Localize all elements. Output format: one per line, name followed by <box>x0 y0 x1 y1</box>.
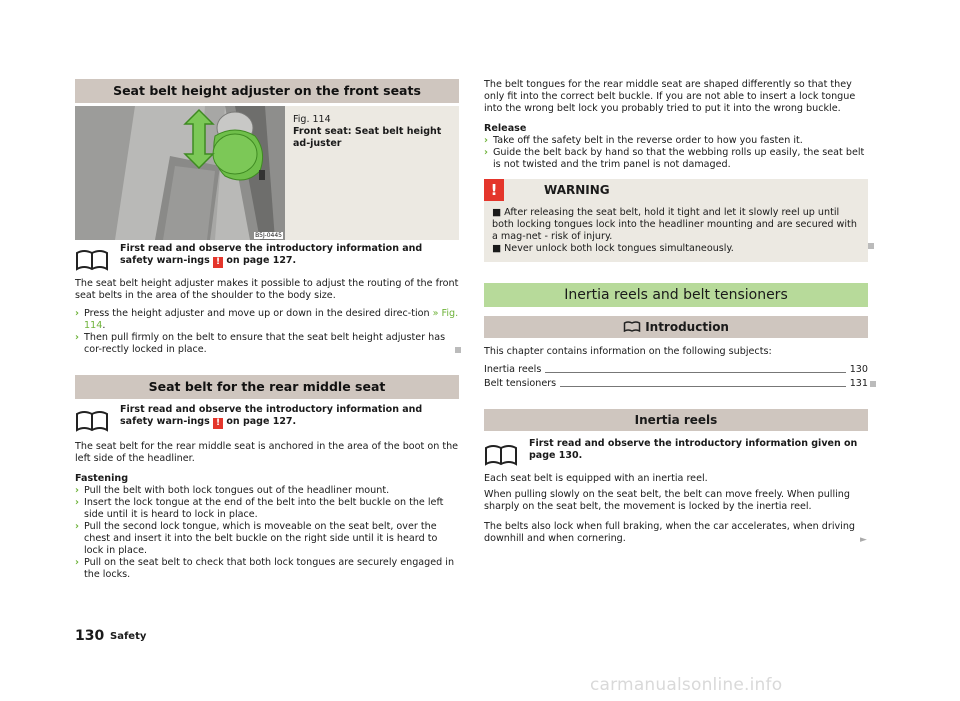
warning-item: ■ After releasing the seat belt, hold it tight and let it slowly reel up until both locking tongues lock into the headliner mounting and are secured with a mag-net - risk of injury. <box>492 207 857 242</box>
warning-item: ■ Never unlock both lock tongues simultaneously. <box>492 243 734 254</box>
continue-arrow-icon: ► <box>860 535 867 545</box>
figure-caption <box>293 114 453 150</box>
warning-label: WARNING <box>544 183 610 197</box>
list-item: › Then pull firmly on the belt to ensure that the seat belt height adjuster has cor-rectly locked in place. <box>75 332 446 355</box>
toc-page[interactable]: 131 <box>846 377 868 391</box>
warning-box <box>484 179 868 262</box>
warning-icon: ! <box>484 179 504 201</box>
figure-114 <box>75 106 459 240</box>
book-icon <box>623 320 641 332</box>
warning-icon: ! <box>213 418 223 429</box>
list-item: › Guide the belt back by hand so that the webbing rolls up easily, the seat belt is not twisted and the trim panel is not damaged. <box>484 147 865 170</box>
figure-link[interactable]: » Fig. 114 <box>84 308 459 331</box>
bullet-arrow-icon: › <box>75 485 79 496</box>
footer-section: Safety <box>110 631 147 642</box>
section-end-marker <box>870 381 876 387</box>
toc-label[interactable]: Inertia reels <box>484 363 545 377</box>
list-item: › Take off the safety belt in the reverse order to how you fasten it. <box>484 135 803 146</box>
toc-page[interactable]: 130 <box>846 363 868 377</box>
list-item: › Press the height adjuster and move up or down in the desired direc-tion » Fig. 114. <box>75 308 459 331</box>
bullet-arrow-icon: › <box>75 521 79 532</box>
list-item: › Pull the second lock tongue, which is moveable on the seat belt, over the chest and insert it into the belt buckle on the right side until it is heard to lock in place. <box>75 521 438 556</box>
figure-title: Front seat: Seat belt height ad-juster <box>293 126 442 149</box>
bullet-arrow-icon: › <box>75 557 79 568</box>
fastening-heading: Fastening <box>75 473 129 484</box>
read-first-note-2: First read and observe the introductory information and safety warn-ings ! on page 127. <box>75 404 459 438</box>
bullet-arrow-icon: › <box>484 147 488 158</box>
bullet-arrow-icon: › <box>484 135 488 146</box>
toc-row[interactable] <box>484 363 868 377</box>
release-heading: Release <box>484 123 527 134</box>
warning-icon: ! <box>213 257 223 268</box>
introduction-title: Introduction <box>484 316 868 338</box>
chapter-title: Inertia reels and belt tensioners <box>484 283 868 307</box>
book-icon <box>484 442 518 466</box>
section-end-marker <box>868 243 874 249</box>
bullet-arrow-icon: › <box>75 332 79 343</box>
list-item: › Pull the belt with both lock tongues out of the headliner mount. <box>75 485 390 496</box>
section-title-rear-middle-belt: Seat belt for the rear middle seat <box>75 375 459 399</box>
paragraph: This chapter contains information on the following subjects: <box>484 346 772 357</box>
figure-code: B5J-0445 <box>255 232 282 239</box>
paragraph: The seat belt height adjuster makes it possible to adjust the routing of the front seat belts in the area of the shoulder to the body size. <box>75 278 459 301</box>
section-title-height-adjuster: Seat belt height adjuster on the front seats <box>75 79 459 103</box>
subsection-title: Inertia reels <box>484 409 868 431</box>
list-item: › Pull on the seat belt to check that both lock tongues are securely engaged in the locks. <box>75 557 455 580</box>
bullet-arrow-icon: › <box>75 308 79 319</box>
book-icon <box>75 408 109 432</box>
section-end-marker <box>455 347 461 353</box>
seat-belt-adjuster-illustration <box>75 106 285 240</box>
figure-number: Fig. 114 <box>293 114 331 125</box>
paragraph: The belts also lock when full braking, when the car accelerates, when driving downhill and when cornering. <box>484 521 855 544</box>
toc-label[interactable]: Belt tensioners <box>484 377 560 391</box>
paragraph: Each seat belt is equipped with an inertia reel. <box>484 473 708 484</box>
read-first-note-3: First read and observe the introductory information given on page 130. <box>484 438 868 472</box>
list-item: › Insert the lock tongue at the end of the belt into the belt buckle on the left side until it is heard to lock in place. <box>75 497 444 520</box>
page-number: 130 <box>75 628 105 644</box>
paragraph: The seat belt for the rear middle seat is anchored in the area of the boot on the left side of the headliner. <box>75 441 459 464</box>
watermark: carmanualsonline.info <box>590 675 783 695</box>
bullet-arrow-icon: › <box>75 497 79 508</box>
read-first-note-1: First read and observe the introductory information and safety warn-ings ! on page 127. <box>75 243 459 277</box>
paragraph: When pulling slowly on the seat belt, the belt can move freely. When pulling sharply on the seat belt, the movement is locked by the inertia reel. <box>484 489 850 512</box>
book-icon <box>75 247 109 271</box>
toc-row[interactable] <box>484 377 868 391</box>
paragraph: The belt tongues for the rear middle seat are shaped differently so that they only fit into the correct belt buckle. If you are not able to insert a lock tongue into the wrong belt lock you probably tried to put it into the wrong buckle. <box>484 79 856 114</box>
